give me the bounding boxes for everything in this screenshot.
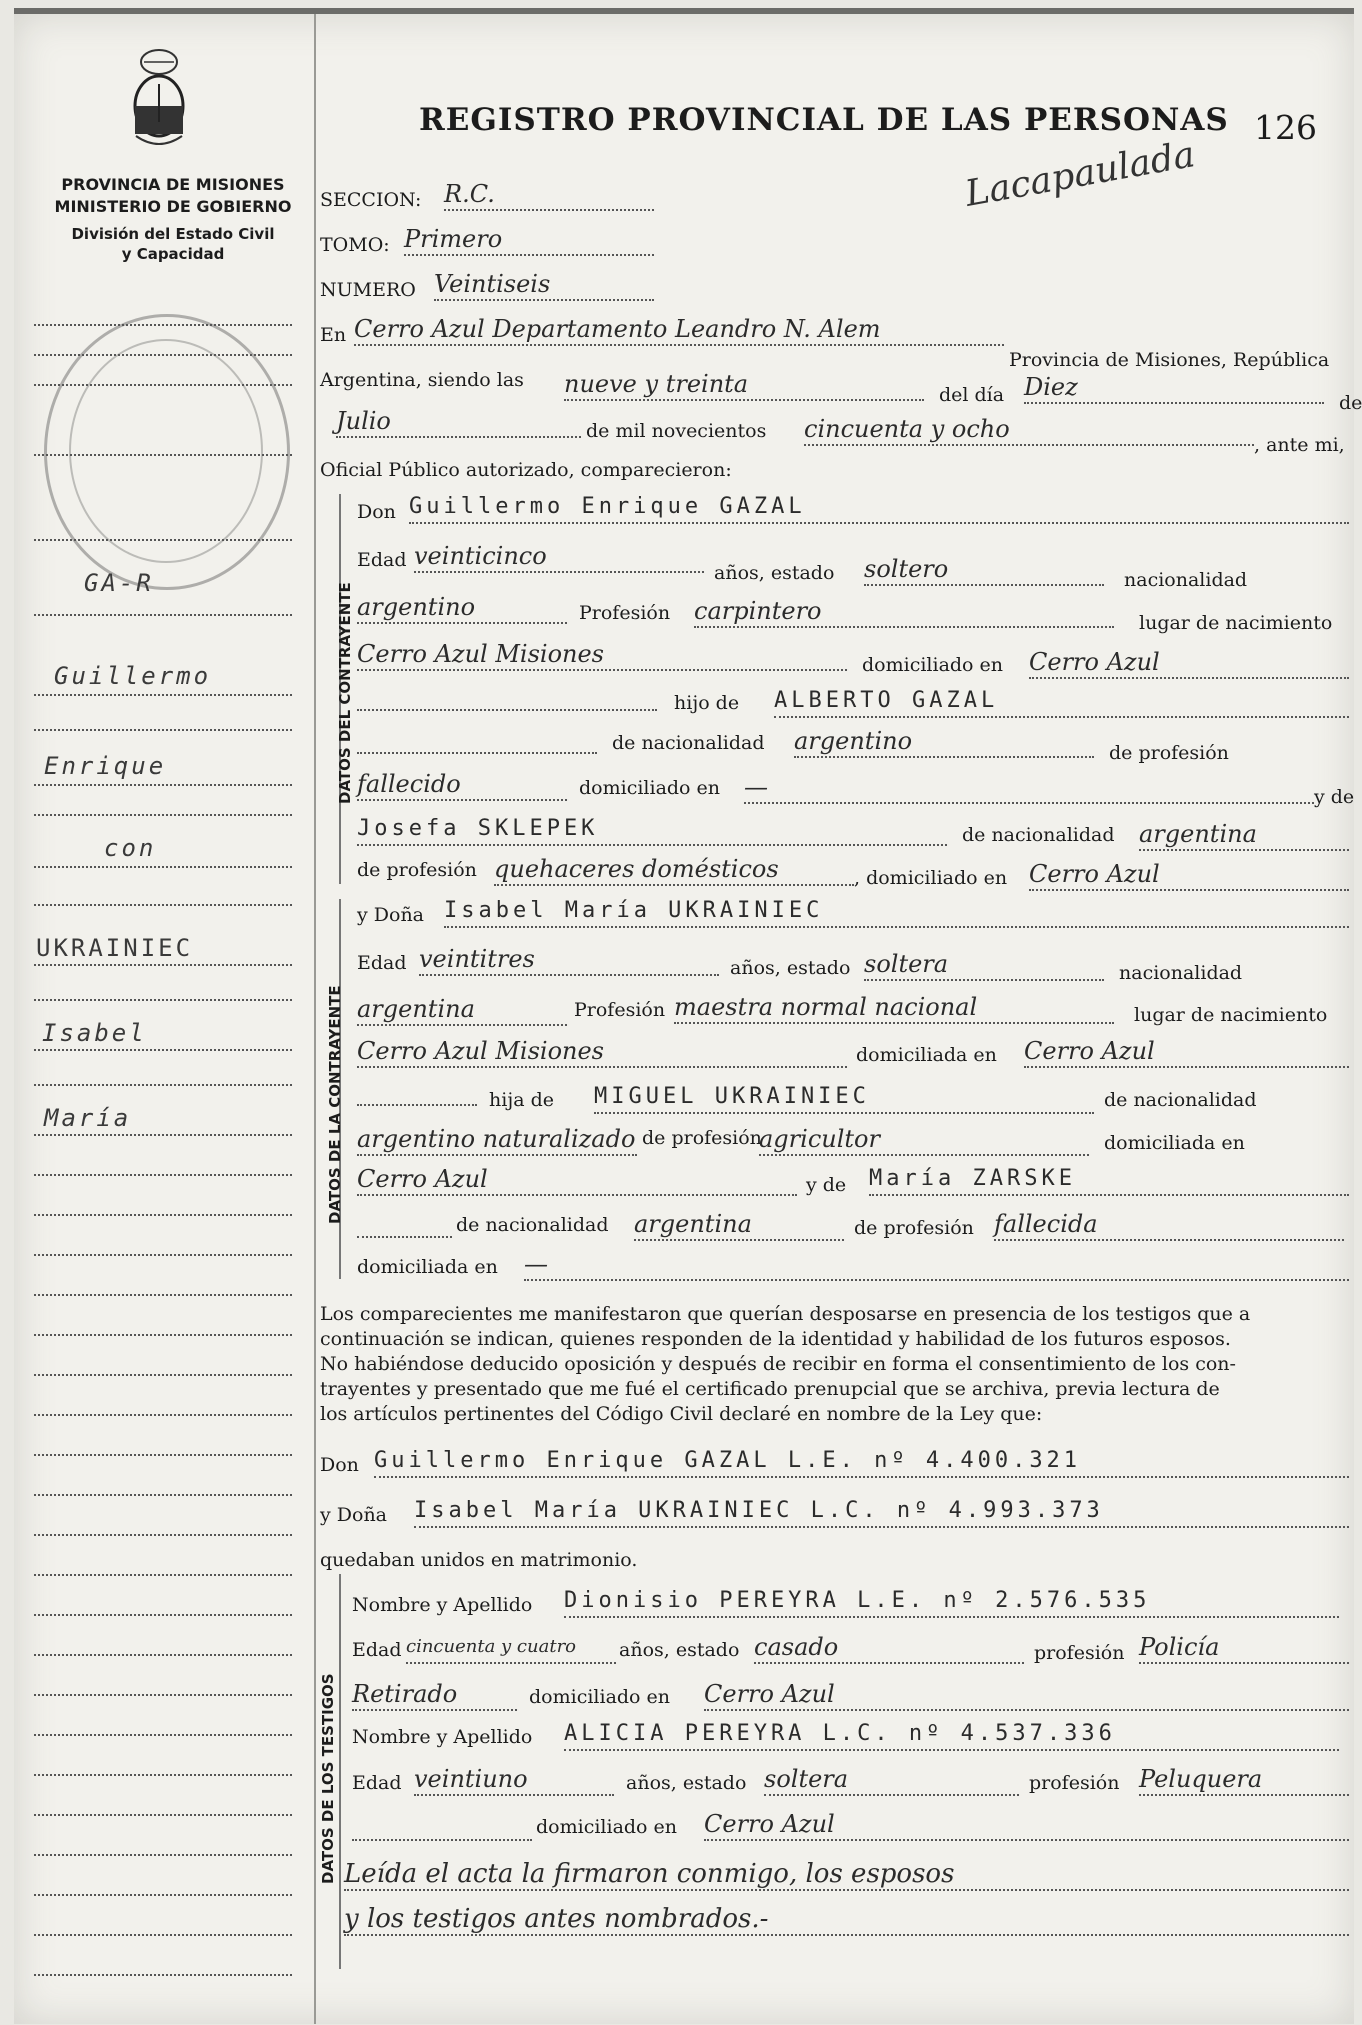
declaration-line: continuación se indican, quienes responden de la identidad y habilidad de los futuros esposos. bbox=[320, 1328, 1231, 1350]
section-divider bbox=[339, 1574, 341, 1969]
seccion-value: R.C. bbox=[444, 179, 654, 211]
year-value: cincuenta y ocho bbox=[804, 414, 1254, 446]
margin-rule bbox=[34, 904, 292, 906]
margin-rule bbox=[34, 1574, 292, 1576]
y-de-label: y de bbox=[806, 1174, 847, 1196]
groom-mother-nationality: argentina bbox=[1139, 819, 1349, 851]
mother-domicile-label: domiciliada en bbox=[357, 1256, 498, 1278]
margin-connector: con bbox=[104, 834, 157, 862]
en-label: En bbox=[320, 324, 347, 346]
margin-name-5: María bbox=[44, 1104, 132, 1132]
margin-rule bbox=[34, 1694, 292, 1696]
groom-mother-domicile: Cerro Azul bbox=[1029, 859, 1349, 891]
groom-profession: carpintero bbox=[694, 596, 1114, 628]
de-profesion-label: de profesión bbox=[642, 1127, 762, 1149]
month-value: Julio bbox=[336, 406, 581, 438]
witness-1-name: Dionisio PEREYRA L.E. nº 2.576.535 bbox=[564, 1586, 1339, 1618]
blank-line bbox=[352, 1839, 532, 1841]
bride-status: soltera bbox=[864, 949, 1104, 981]
closing-line-2: y los testigos antes nombrados.- bbox=[344, 1904, 1349, 1936]
domiciliado-label: domiciliado en bbox=[536, 1816, 678, 1838]
witness-2-profession: Peluquera bbox=[1139, 1764, 1349, 1796]
margin-rule bbox=[34, 1174, 292, 1176]
province-heading: PROVINCIA DE MISIONES bbox=[61, 175, 285, 194]
margin-rule bbox=[34, 999, 292, 1001]
bride-mother-nationality: argentina bbox=[634, 1209, 844, 1241]
margin-name-1: Guillermo bbox=[54, 662, 212, 690]
witness-2-status: soltera bbox=[764, 1764, 1019, 1796]
margin-rule bbox=[34, 1654, 292, 1656]
de-nacionalidad-label: de nacionalidad bbox=[612, 732, 765, 754]
mother-domicile-label: , domiciliado en bbox=[854, 867, 1008, 889]
left-margin-column bbox=[14, 14, 316, 2024]
mother-nationality-label: de nacionalidad bbox=[456, 1214, 609, 1236]
groom-age: veinticinco bbox=[414, 541, 704, 573]
margin-rule bbox=[34, 1049, 292, 1051]
witness-1-status: casado bbox=[754, 1632, 1024, 1664]
lugar-nacimiento-label: lugar de nacimiento bbox=[1139, 612, 1333, 634]
domiciliado-label: domiciliado en bbox=[862, 654, 1004, 676]
declaration-paragraph bbox=[320, 1302, 1350, 1427]
margin-rule bbox=[34, 1534, 292, 1536]
blank-line bbox=[357, 1104, 477, 1106]
groom-full-id: Guillermo Enrique GAZAL L.E. nº 4.400.321 bbox=[374, 1446, 1349, 1478]
bride-section-label: DATOS DE LA CONTRAYENTE bbox=[326, 985, 344, 1224]
edad-label: Edad bbox=[357, 952, 407, 974]
ante-mi-label: , ante mi, bbox=[1254, 434, 1345, 456]
edad-label: Edad bbox=[357, 549, 407, 571]
tomo-label: TOMO: bbox=[320, 234, 390, 256]
margin-rule bbox=[34, 1814, 292, 1816]
margin-rule bbox=[34, 1854, 292, 1856]
groom-section-label: DATOS DEL CONTRAYENTE bbox=[336, 582, 354, 804]
margin-rule bbox=[34, 1084, 292, 1086]
edad-label: Edad bbox=[352, 1772, 402, 1794]
division-heading-2: y Capacidad bbox=[121, 245, 225, 263]
de-nacionalidad-label: de nacionalidad bbox=[1104, 1089, 1257, 1111]
bride-name: Isabel María UKRAINIEC bbox=[444, 896, 1349, 928]
anos-estado-label: años, estado bbox=[619, 1639, 740, 1661]
margin-rule bbox=[34, 1254, 292, 1256]
de-profesion-label: de profesión bbox=[1109, 742, 1229, 764]
bride-age: veintitres bbox=[419, 944, 719, 976]
mother-profession-label: de profesión bbox=[357, 859, 477, 881]
margin-stamp-note: GA-R bbox=[84, 569, 154, 597]
don-label: Don bbox=[357, 501, 396, 523]
witness-1-profession: Policía bbox=[1139, 1632, 1349, 1664]
married-statement: quedaban unidos en matrimonio. bbox=[320, 1549, 638, 1571]
domiciliada-label: domiciliada en bbox=[856, 1044, 997, 1066]
blank-line bbox=[357, 709, 657, 711]
division-heading-1: División del Estado Civil bbox=[71, 225, 275, 243]
ministry-heading: MINISTERIO DE GOBIERNO bbox=[54, 197, 292, 216]
margin-rule bbox=[34, 539, 292, 541]
mother-nationality-label: de nacionalidad bbox=[962, 824, 1115, 846]
groom-status: soltero bbox=[864, 554, 1104, 586]
anos-estado-label: años, estado bbox=[626, 1772, 747, 1794]
margin-rule bbox=[34, 1894, 292, 1896]
groom-birthplace: Cerro Azul Misiones bbox=[357, 639, 847, 671]
father-domicile-label: domiciliado en bbox=[579, 777, 721, 799]
seccion-label: SECCION: bbox=[320, 189, 422, 211]
anos-estado-label: años, estado bbox=[714, 562, 835, 584]
margin-rule bbox=[34, 1134, 292, 1136]
margin-rule bbox=[34, 1334, 292, 1336]
province-text: Provincia de Misiones, República bbox=[1009, 349, 1330, 371]
y-de-label: y de bbox=[1314, 786, 1355, 808]
groom-nationality: argentino bbox=[357, 592, 567, 624]
margin-rule bbox=[34, 1934, 292, 1936]
margin-rule bbox=[34, 1974, 292, 1976]
witness-1-profession-cont: Retirado bbox=[352, 1679, 517, 1711]
margin-rule bbox=[34, 324, 292, 326]
numero-label: NUMERO bbox=[320, 279, 416, 301]
document-page bbox=[14, 8, 1362, 2024]
don-label: Don bbox=[320, 1454, 359, 1476]
closing-line-1: Leída el acta la firmaron conmigo, los esposos bbox=[344, 1859, 1349, 1891]
hija-de-label: hija de bbox=[489, 1089, 554, 1111]
declaration-line: los artículos pertinentes del Código Civil declaré en nombre de la Ley que: bbox=[320, 1403, 1043, 1425]
nacionalidad-label: nacionalidad bbox=[1124, 569, 1248, 591]
witness-2-domicile: Cerro Azul bbox=[704, 1809, 1349, 1841]
declaration-line: trayentes y presentado que me fué el certificado prenupcial que se archiva, previa lectura de bbox=[320, 1378, 1220, 1400]
declaration-line: No habiéndose deducido oposición y después de recibir en forma el consentimiento de los con- bbox=[320, 1353, 1236, 1375]
witnesses-section-label: DATOS DE LOS TESTIGOS bbox=[319, 1673, 337, 1884]
margin-rule bbox=[34, 1374, 292, 1376]
margin-rule bbox=[34, 1614, 292, 1616]
margin-rule bbox=[34, 694, 292, 696]
page-number: 126 bbox=[1254, 108, 1317, 147]
witness-1-age: cincuenta y cuatro bbox=[406, 1632, 616, 1664]
margin-rule bbox=[34, 354, 292, 356]
margin-rule bbox=[34, 964, 292, 966]
de-label: de bbox=[1339, 392, 1362, 414]
declaration-line: Los comparecientes me manifestaron que querían desposarse en presencia de los testigos que a bbox=[320, 1303, 1251, 1325]
hijo-de-label: hijo de bbox=[674, 692, 740, 714]
witness-2-age: veintiuno bbox=[414, 1764, 614, 1796]
profesion-label: Profesión bbox=[574, 999, 666, 1021]
groom-mother-name: Josefa SKLEPEK bbox=[357, 814, 947, 846]
bride-father-domicile: Cerro Azul bbox=[357, 1164, 797, 1196]
oficial-text: Oficial Público autorizado, comparecieron: bbox=[320, 459, 732, 481]
nombre-apellido-label: Nombre y Apellido bbox=[352, 1726, 533, 1748]
coat-of-arms-icon bbox=[124, 44, 194, 154]
margin-rule bbox=[34, 454, 292, 456]
de-mil-label: de mil novecientos bbox=[586, 420, 767, 442]
domiciliado-label: domiciliado en bbox=[529, 1686, 671, 1708]
groom-mother-profession: quehaceres domésticos bbox=[494, 854, 854, 886]
bride-profession: maestra normal nacional bbox=[674, 992, 1114, 1024]
margin-rule bbox=[34, 866, 292, 868]
bride-full-id: Isabel María UKRAINIEC L.C. nº 4.993.373 bbox=[414, 1496, 1349, 1528]
bride-father-profession: agricultor bbox=[759, 1124, 1089, 1156]
margin-name-3: UKRAINIEC bbox=[36, 934, 194, 962]
bride-birthplace: Cerro Azul Misiones bbox=[357, 1036, 847, 1068]
groom-father-name: ALBERTO GAZAL bbox=[774, 686, 1349, 718]
margin-rule bbox=[34, 1454, 292, 1456]
argentina-text: Argentina, siendo las bbox=[320, 369, 524, 391]
witness-1-domicile: Cerro Azul bbox=[704, 1679, 1349, 1711]
bride-nationality: argentina bbox=[357, 994, 567, 1026]
margin-name-4: Isabel bbox=[42, 1019, 147, 1047]
profesion-label: profesión bbox=[1029, 1772, 1120, 1794]
dona-label: y Doña bbox=[320, 1504, 388, 1526]
del-dia-label: del día bbox=[939, 384, 1005, 406]
day-value: Diez bbox=[1024, 372, 1324, 404]
numero-value: Veintiseis bbox=[434, 269, 654, 301]
lugar-nacimiento-label: lugar de nacimiento bbox=[1134, 1004, 1328, 1026]
blank-line bbox=[357, 1236, 452, 1238]
nombre-apellido-label: Nombre y Apellido bbox=[352, 1594, 533, 1616]
margin-rule bbox=[34, 1414, 292, 1416]
bride-mother-profession: fallecida bbox=[994, 1209, 1344, 1241]
margin-rule bbox=[34, 1734, 292, 1736]
profesion-label: profesión bbox=[1034, 1642, 1125, 1664]
groom-father-nationality: argentino bbox=[794, 726, 1094, 758]
bride-domicile: Cerro Azul bbox=[1024, 1036, 1349, 1068]
margin-rule bbox=[34, 384, 292, 386]
groom-father-profession: fallecido bbox=[357, 769, 567, 801]
bride-mother-domicile: — bbox=[524, 1249, 1349, 1281]
dona-label: y Doña bbox=[357, 904, 425, 926]
profesion-label: Profesión bbox=[579, 602, 671, 624]
margin-rule bbox=[34, 814, 292, 816]
margin-rule bbox=[34, 1774, 292, 1776]
margin-rule bbox=[34, 1494, 292, 1496]
groom-domicile: Cerro Azul bbox=[1029, 647, 1349, 679]
document-title: REGISTRO PROVINCIAL DE LAS PERSONAS bbox=[419, 102, 1229, 138]
registrar-signature: Lacapaulada bbox=[962, 134, 1198, 215]
tomo-value: Primero bbox=[404, 224, 654, 256]
blank-line bbox=[357, 752, 597, 754]
margin-rule bbox=[34, 614, 292, 616]
anos-estado-label: años, estado bbox=[730, 957, 851, 979]
witness-2-name: ALICIA PEREYRA L.C. nº 4.537.336 bbox=[564, 1719, 1339, 1751]
bride-father-name: MIGUEL UKRAINIEC bbox=[594, 1082, 1094, 1114]
bride-father-nationality: argentino naturalizado bbox=[357, 1124, 637, 1156]
margin-name-2: Enrique bbox=[44, 752, 167, 780]
edad-label: Edad bbox=[352, 1639, 402, 1661]
bride-mother-name: María ZARSKE bbox=[869, 1164, 1349, 1196]
groom-father-domicile: — bbox=[744, 772, 1314, 804]
father-domicile-label: domiciliada en bbox=[1104, 1132, 1245, 1154]
groom-name: Guillermo Enrique GAZAL bbox=[409, 492, 1349, 524]
margin-rule bbox=[34, 729, 292, 731]
nacionalidad-label: nacionalidad bbox=[1119, 962, 1243, 984]
margin-rule bbox=[34, 1294, 292, 1296]
mother-profession-label: de profesión bbox=[854, 1217, 974, 1239]
margin-rule bbox=[34, 1214, 292, 1216]
hour-value: nueve y treinta bbox=[564, 369, 924, 401]
margin-rule bbox=[34, 784, 292, 786]
place-value: Cerro Azul Departamento Leandro N. Alem bbox=[354, 314, 1004, 346]
